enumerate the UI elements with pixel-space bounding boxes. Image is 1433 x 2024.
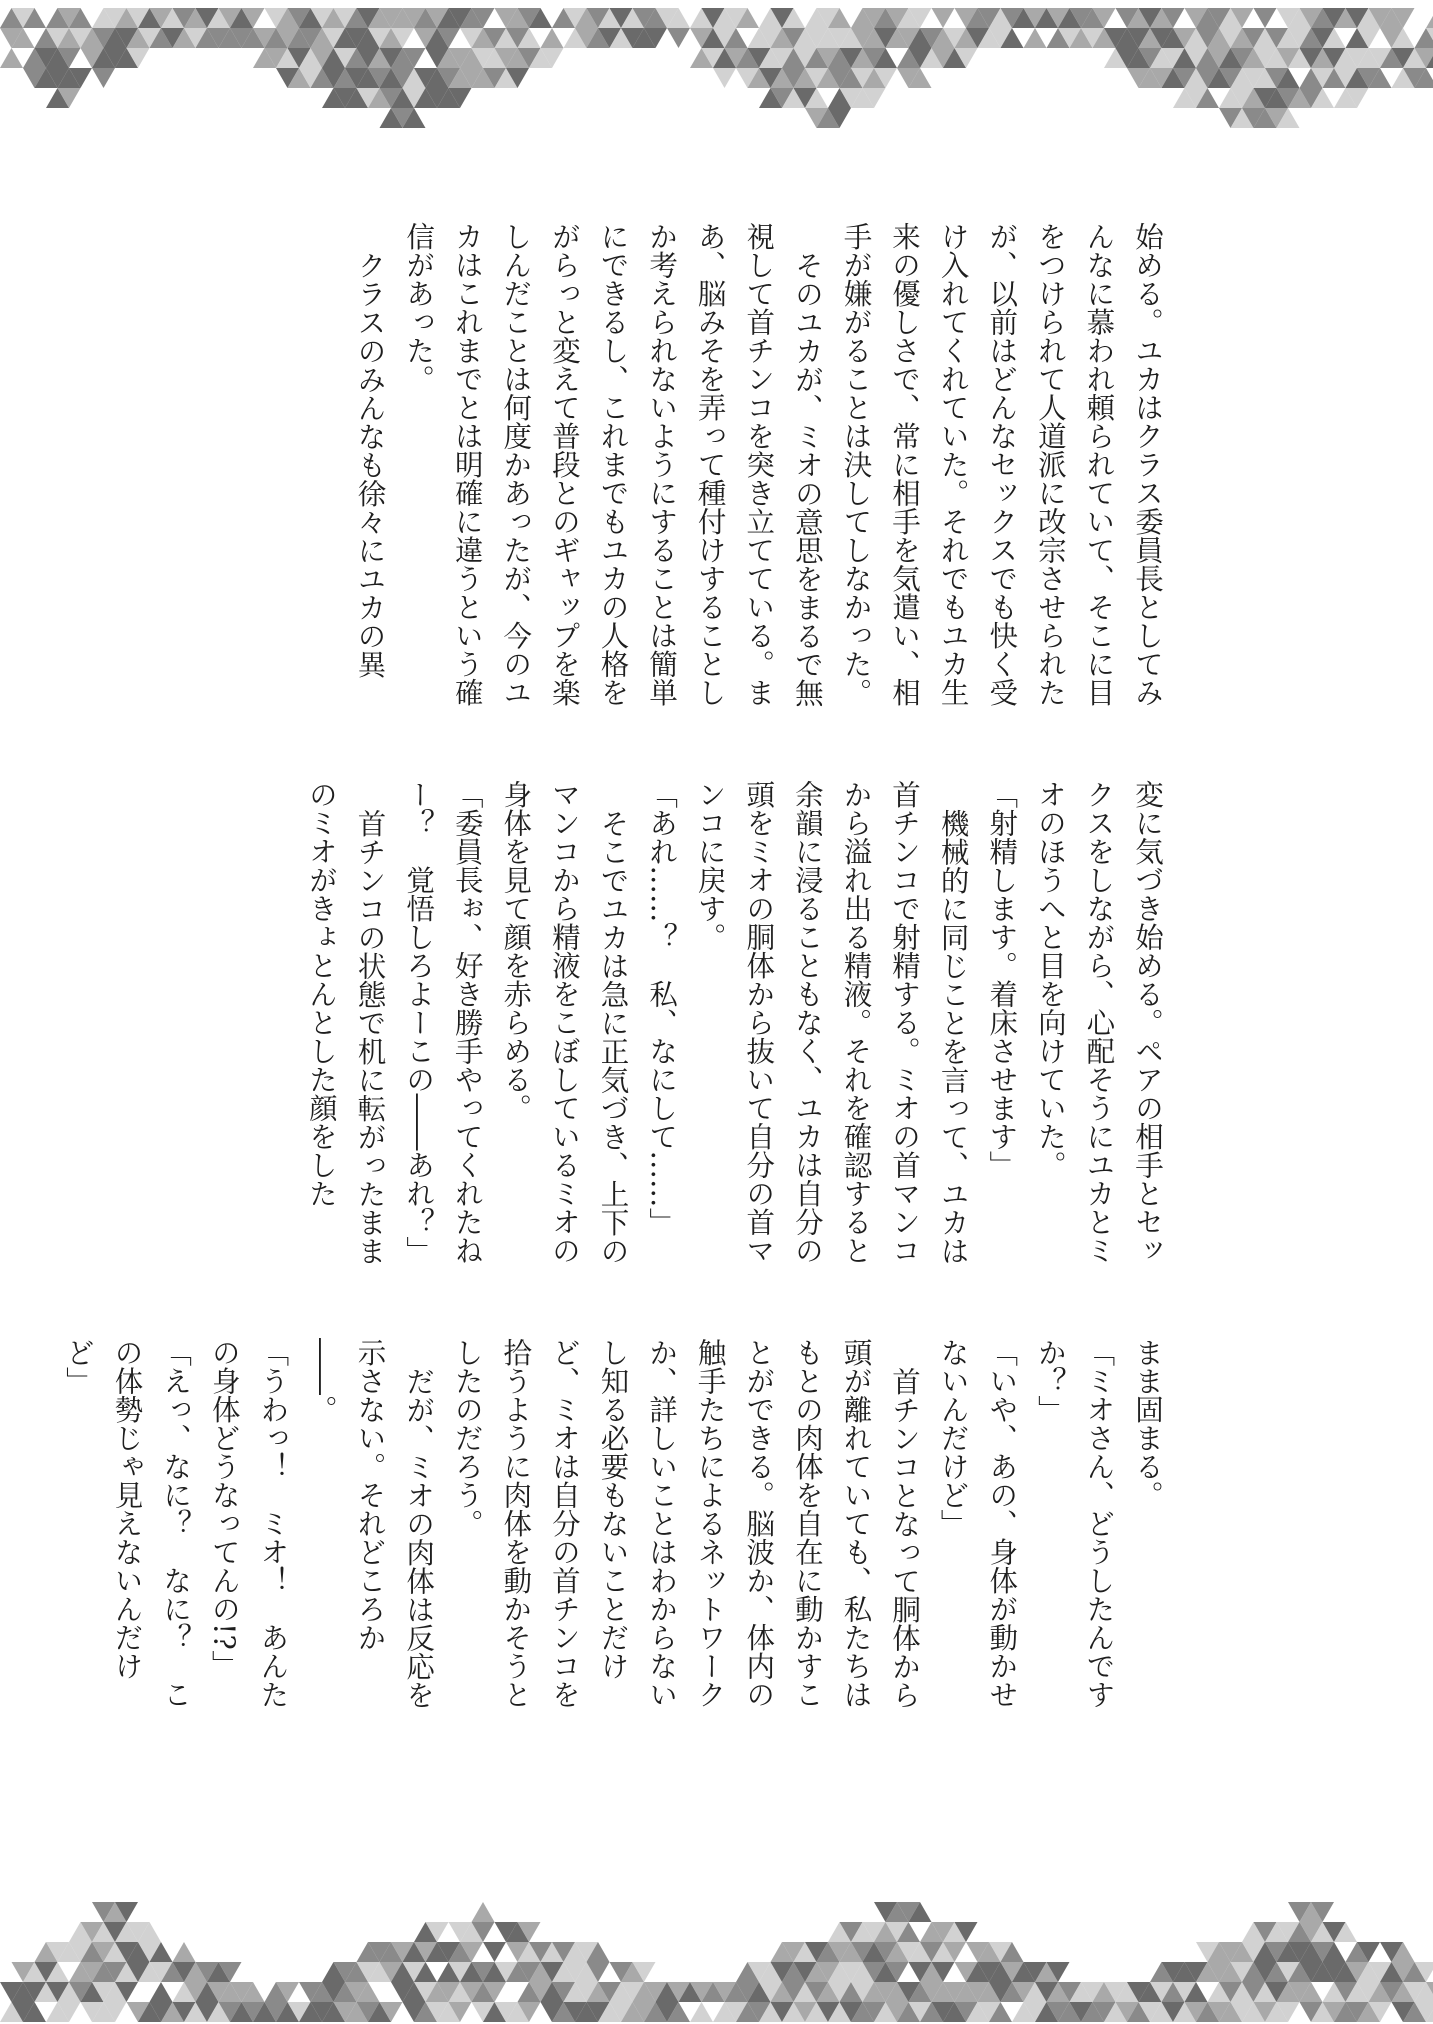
dialogue-line: 「委員長ぉ、好き勝手やってくれたねー？ 覚悟しろよーこの――あれ？」 — [402, 780, 484, 1265]
dialogue-line: 「あれ……？ 私、なにして……」 — [645, 780, 679, 1236]
mosaic-triangle — [1426, 8, 1433, 28]
paragraph: 首チンコとなって胴体から頭が離れていても、私たちはもとの肉体を自在に動かすことができる。脳波か、体内の触手たちによるネットワークか、詳しいことはわからないし知る必要もないことだけど、ミオは自分の首チンコを拾うように肉体を動かそうとしたのだろう。 — [450, 1338, 922, 1709]
paragraph: まま固まる。 — [1131, 1338, 1164, 1509]
paragraph: 機械的に同じことを言って、ユカは首チンコで射精する。ミオの首マンコから溢れ出る精液。それを確認すると余韻に浸ることもなく、ユカは自分の頭をミオの胴体から抜いて自分の首マンコに戻す。 — [693, 780, 970, 1265]
mosaic-triangle — [541, 28, 564, 48]
mosaic-triangle — [0, 48, 23, 68]
mosaic-triangle — [932, 8, 955, 28]
mosaic-triangle — [713, 68, 736, 88]
paragraph: 首チンコの状態で机に転がったままのミオがきょとんとした顔をした — [304, 780, 387, 1265]
dialogue-line: 「うわっ！ ミオ！ あんたの身体どうなってんの!?」 — [207, 1338, 290, 1709]
mosaic-triangle — [690, 2002, 713, 2022]
dialogue-line: 「射精します。着床させます」 — [985, 780, 1019, 1179]
paragraph: そのユカが、ミオの意思をまるで無視して首チンコを突き立てている。まあ、脳みそを弄って種付けすることしか考えられないようにすることは簡単にできるし、これまでもユカの人格をがらっと変えて普段とのギャップを楽しんだことは何度かあったが、今のユカはこれまでとは明確に違うという確信があった。 — [402, 222, 824, 707]
mosaic-triangle — [150, 1982, 173, 2002]
dialogue-line: 「ミオさん、どうしたんですか？」 — [1033, 1338, 1116, 1709]
mosaic-triangle — [472, 1902, 495, 1922]
text-tier-3 — [61, 1338, 1171, 1718]
text-tier-1 — [262, 222, 1171, 722]
mosaic-triangle — [1254, 8, 1277, 28]
mosaic-triangle — [1024, 28, 1047, 48]
mosaic-triangle — [667, 28, 690, 48]
mosaic-triangle — [92, 68, 115, 88]
paragraph: クラスのみんなも徐々にユカの異 — [353, 250, 387, 678]
mosaic-triangle — [483, 1942, 506, 1962]
paragraph: だが、ミオの肉体は反応を示さない。それどころか――。 — [304, 1338, 436, 1709]
triangle-mosaic-top-border — [0, 0, 1433, 150]
mosaic-triangle — [173, 1942, 196, 1962]
paragraph: そこでユカは急に正気づき、上下のマンコから精液をこぼしているミオの身体を見て顔を赤らめる。 — [499, 780, 630, 1265]
paragraph: 始める。ユカはクラス委員長としてみんなに慕われ頼られていて、そこに目をつけられて人道派に改宗させられたが、以前はどんなセックスでも快く受け入れてくれていた。それでもユカ生来の優しさで、常に相手を気遣い、相手が嫌がることは決してしなかった。 — [839, 222, 1164, 707]
text-tier-2 — [262, 780, 1171, 1280]
triangle-mosaic-bottom-border — [0, 1874, 1433, 2024]
dialogue-line: 「いや、あの、身体が動かせないんだけど」 — [936, 1338, 1019, 1709]
dialogue-line: 「えっ、なに？ なに？ この体勢じゃ見えないんだけど」 — [61, 1338, 193, 1709]
paragraph: 変に気づき始める。ペアの相手とセックスをしながら、心配そうにユカとミオのほうへと目を向けていた。 — [1033, 780, 1164, 1265]
